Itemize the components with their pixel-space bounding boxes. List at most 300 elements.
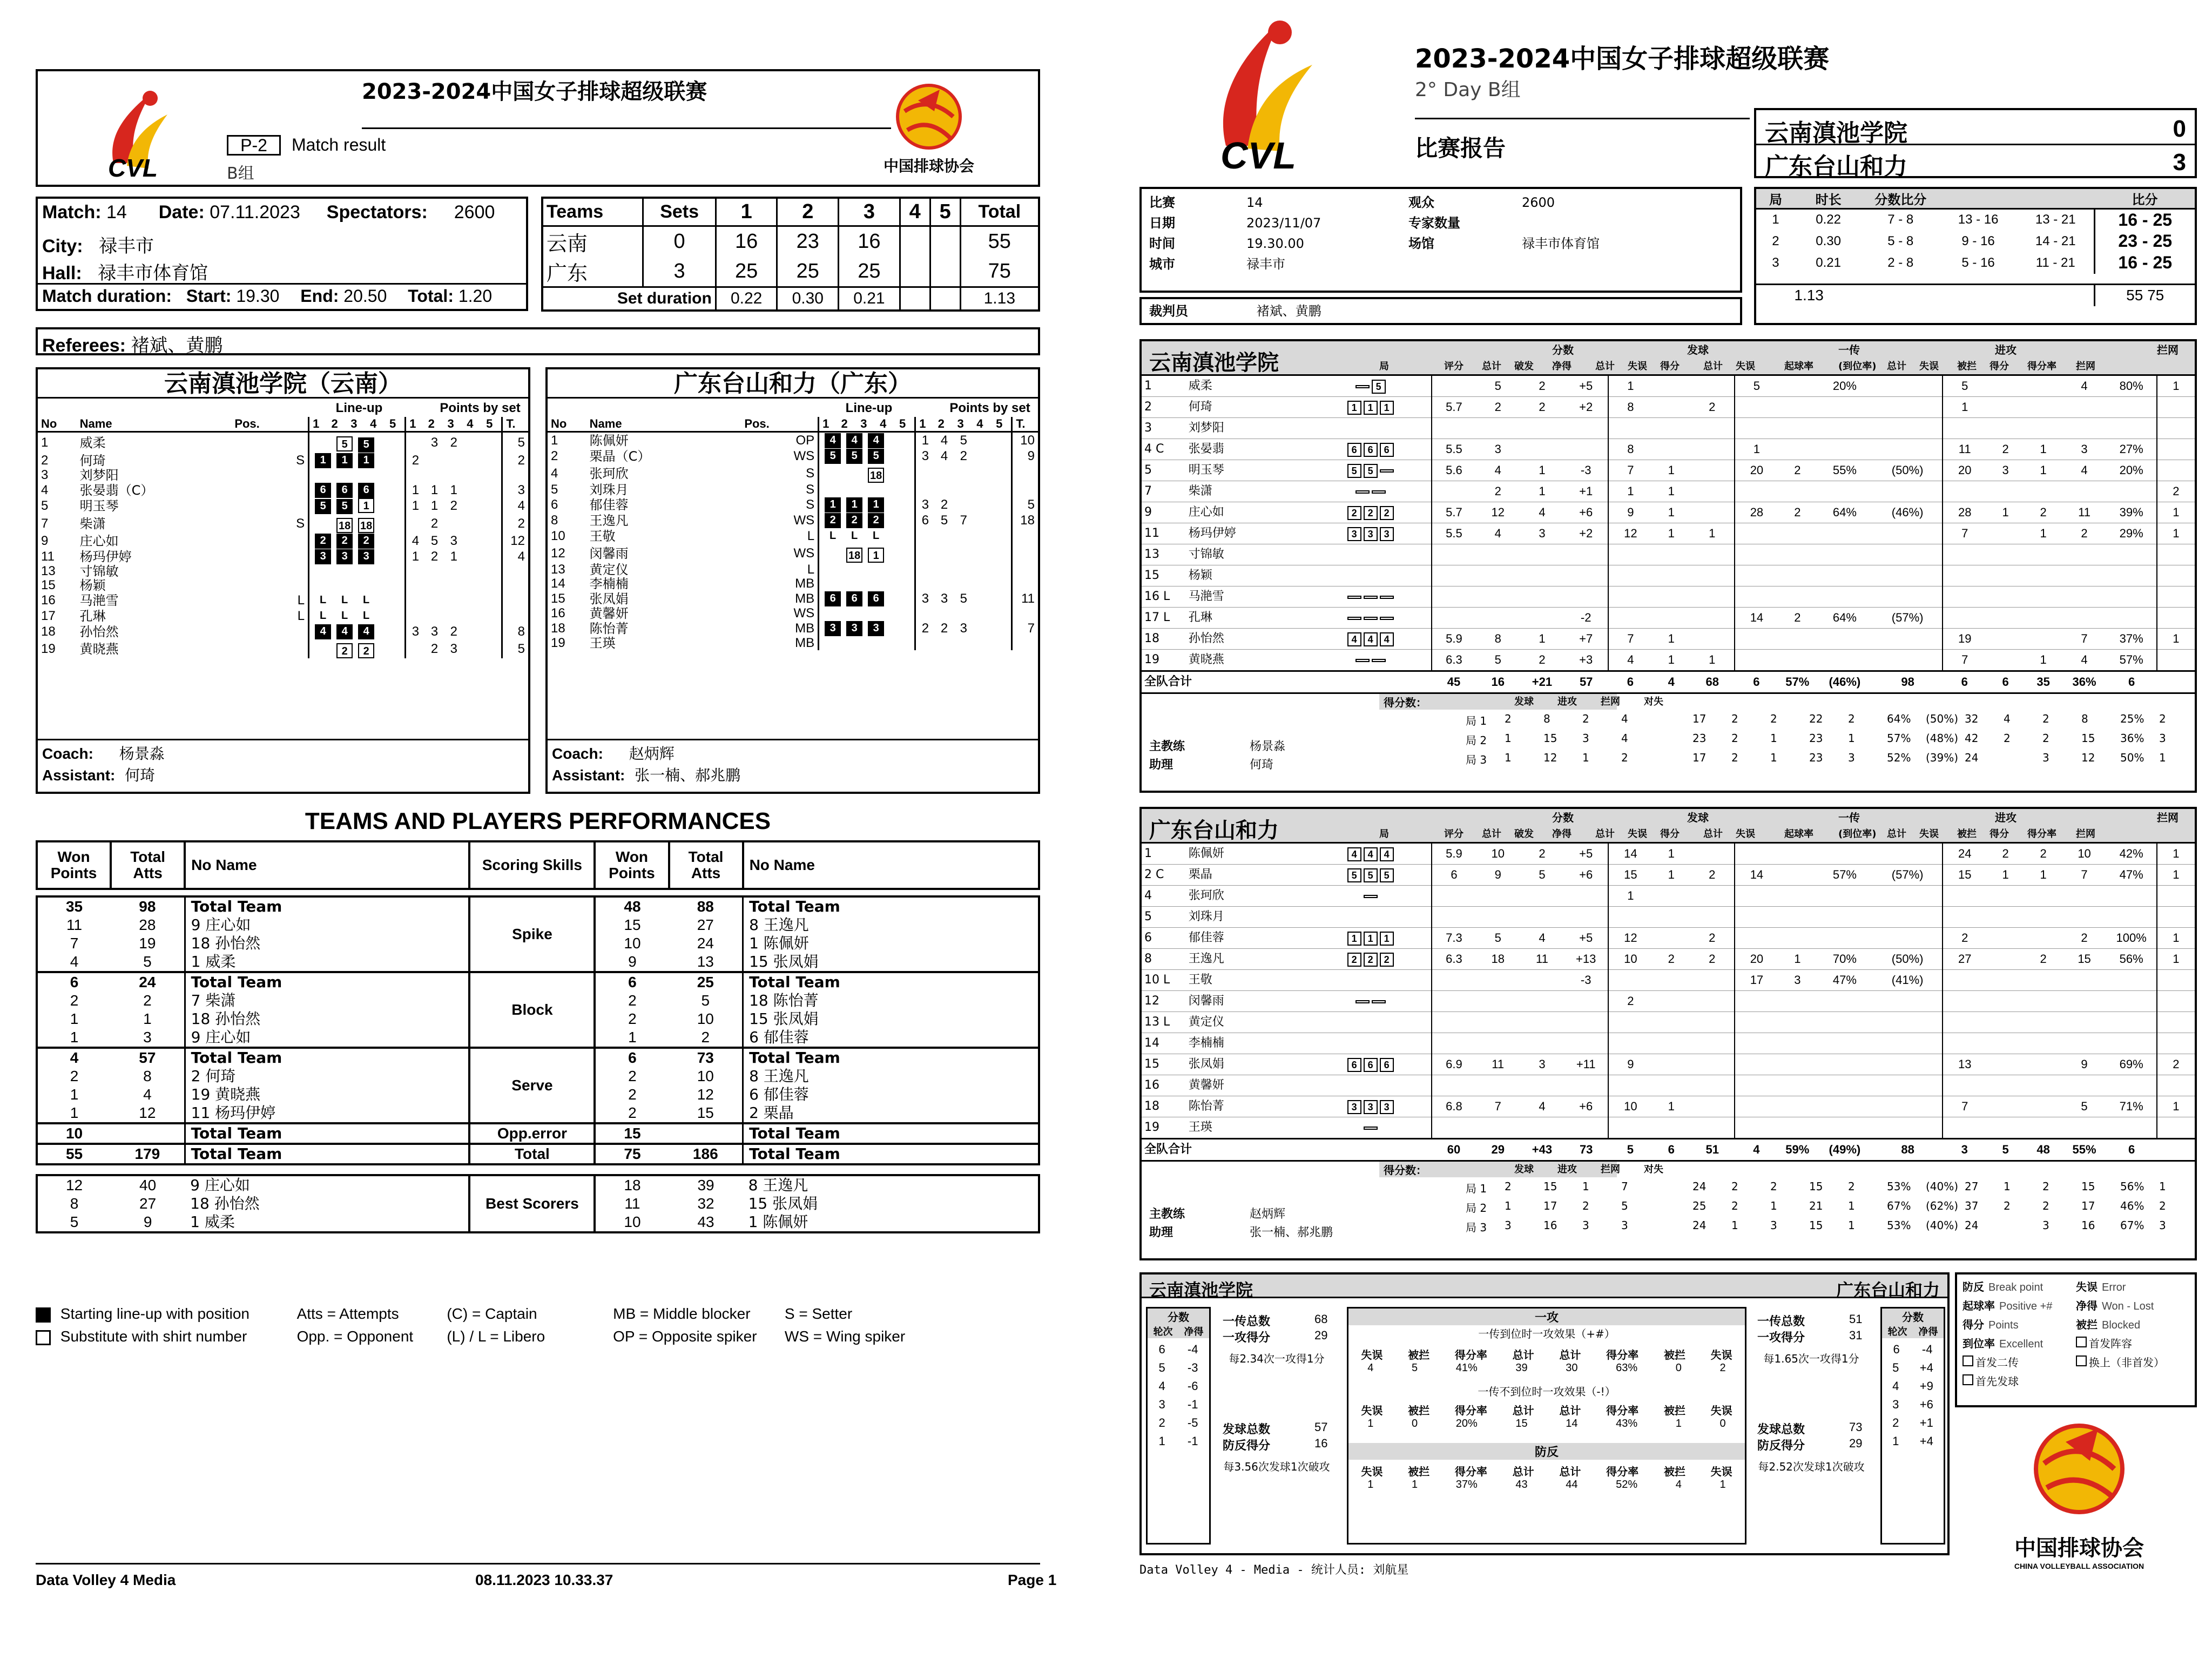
right-player-row <box>1142 397 2195 418</box>
right-stat-cell: +6 <box>1579 868 1593 881</box>
right-summary-box <box>1139 1272 1950 1555</box>
position-box: 4 <box>1347 847 1361 861</box>
lineup-box <box>846 464 862 479</box>
right-byset-cell: 局 3 <box>1466 1221 1487 1234</box>
perf-b-name: Total Team <box>743 1144 1039 1164</box>
right-stat-cell: 4 <box>1494 527 1501 540</box>
roster-col-6: 4 <box>370 417 377 430</box>
player-name: 威柔 <box>79 435 106 450</box>
right-stat-cell <box>1653 418 1690 439</box>
roster-col-1: Name <box>79 417 112 430</box>
rotation-box <box>1146 1307 1211 1545</box>
summary-mid-head: 失误 <box>1361 1465 1383 1478</box>
right-total-cell: +21 <box>1532 675 1553 689</box>
right-stat-cell <box>2025 481 2062 502</box>
right-stat-cell: 5 <box>1494 379 1501 393</box>
right-stat-cell: 12 <box>1144 994 1159 1008</box>
perf-a-name: Total Team <box>185 972 469 992</box>
right-stat-cell <box>1653 991 1690 1012</box>
right-player-row <box>1142 502 2195 523</box>
right-byset-cell: 3 <box>1848 751 1855 764</box>
right-sets-cell: 0.30 <box>1816 233 1841 248</box>
roster-a-box <box>36 367 530 794</box>
set-points <box>444 453 463 468</box>
right-byset-cell: 2 <box>1731 1199 1738 1212</box>
set-points: 4 <box>940 433 948 448</box>
right-byset-cell: 1 <box>1848 732 1855 745</box>
set-points <box>483 498 502 514</box>
lineup-box: L <box>320 610 327 622</box>
right-byset-cell: 2 <box>2159 1199 2166 1212</box>
right-stat-cell <box>1476 991 1520 1012</box>
right-sets-row <box>1756 209 2195 231</box>
set-points <box>993 544 1012 563</box>
right-stat-cell <box>2025 1054 2062 1075</box>
rotation-net: -5 <box>1187 1416 1198 1429</box>
right-stat-cell <box>1608 418 1653 439</box>
hall-value: 禄丰市体育馆 <box>98 262 208 284</box>
summary-mid-value: 41% <box>1455 1362 1478 1374</box>
right-stat-cell: 1 <box>1668 463 1675 477</box>
player-lineup <box>819 544 915 563</box>
right-col-head: 失误 <box>1628 361 1647 372</box>
cva-logo-text: 中国排球协会 <box>883 157 974 175</box>
right-byset-cell: 16 <box>1543 1219 1557 1232</box>
rotation-row <box>1148 1361 1209 1375</box>
perf-header-row <box>37 841 1039 889</box>
perf-a-name: 11 杨玛伊婷 <box>185 1104 469 1123</box>
right-title: 2023-2024中国女子排球超级联赛 <box>1415 44 1830 74</box>
right-stat-cell: 2 <box>1709 868 1716 881</box>
player-position: MB <box>741 636 818 650</box>
start-label: Start: <box>186 286 232 306</box>
right-stat-cell <box>1564 1075 1608 1096</box>
set-points <box>463 468 483 482</box>
right-stat-cell: 69% <box>2119 1057 2143 1071</box>
right-total-cell: 6 <box>2128 675 2135 689</box>
right-stat-cell: 5 <box>1943 376 1987 397</box>
right-info-label: 比赛 <box>1149 195 1175 210</box>
assistant-a-label: Assistant: <box>42 767 116 784</box>
set-points <box>993 621 1012 636</box>
summary-stat-value: 29 <box>1314 1328 1328 1342</box>
right-stat-cell: 1 <box>2157 865 2195 886</box>
right-stat-cell <box>2157 397 2195 418</box>
right-stat-cell <box>1987 886 2025 907</box>
right-stat-cell <box>2157 608 2195 629</box>
right-col-head: 总计 <box>1703 361 1723 372</box>
set-points <box>483 453 502 468</box>
roster-row <box>38 482 528 498</box>
summary-mid-head: 失误 <box>1710 1465 1732 1478</box>
right-stat-cell: 2 <box>2040 505 2047 519</box>
referees-box <box>36 327 1040 355</box>
player-lineup <box>309 608 406 624</box>
right-sets-head-cell <box>1939 189 2017 209</box>
right-stat-cell <box>2157 586 2195 608</box>
summary-stat-label: 发球总数 <box>1223 1423 1271 1437</box>
score-a-s3: 16 <box>839 226 900 257</box>
lineup-box: 3 <box>358 549 374 564</box>
right-stat-cell <box>1873 907 1942 928</box>
right-player-row <box>1142 523 2195 544</box>
right-stat-cell <box>2025 886 2062 907</box>
right-stat-cell <box>1735 565 1779 586</box>
right-stat-cell <box>1690 1096 1735 1117</box>
summary-stat-label: 一攻得分 <box>1757 1331 1805 1345</box>
roster-b-title: 广东台山和力（广东） <box>548 369 1038 399</box>
right-asst-name: 何琦 <box>1250 758 1274 772</box>
right-stat-cell: 15 <box>1608 865 1653 886</box>
set-points <box>483 514 502 533</box>
summary-mid-head: 总计 <box>1559 1404 1581 1417</box>
right-byset-cell: 7 <box>1621 1180 1628 1193</box>
right-stat-cell: 5.7 <box>1432 502 1476 523</box>
right-stat-cell <box>1943 1033 1987 1054</box>
right-stat-cell: 5.7 <box>1432 397 1476 418</box>
right-stat-cell: 栗晶 <box>1188 868 1212 881</box>
summary-stat-value: 73 <box>1849 1420 1863 1434</box>
legend-desc: Won - Lost <box>2102 1300 2154 1312</box>
right-stat-cell: 1 <box>1668 653 1675 666</box>
right-stat-cell <box>1735 907 1779 928</box>
right-byset-head: 发球 <box>1514 1164 1534 1175</box>
right-player-row <box>1142 970 2195 991</box>
right-stat-cell <box>1778 1054 1816 1075</box>
set-duration-row <box>542 287 1039 311</box>
player-lineup <box>819 636 915 650</box>
lineup-box: 2 <box>336 643 353 658</box>
legend-desc: Break point <box>1988 1282 2044 1293</box>
position-box: 2 <box>1347 953 1361 967</box>
right-stat-cell: 何琦 <box>1188 400 1212 414</box>
right-stat-cell: 3 <box>1494 442 1501 456</box>
right-stat-cell <box>1873 991 1942 1012</box>
right-stat-cell <box>2025 376 2062 397</box>
set-points <box>954 606 973 621</box>
right-stat-cell <box>1476 970 1520 991</box>
right-stat-cell: 5 <box>1144 910 1152 923</box>
summary-mid-head: 被拦 <box>1663 1404 1685 1417</box>
right-stat-cell: 4 <box>1539 931 1546 945</box>
perf-b-atts: 24 <box>697 935 714 952</box>
right-stat-cell: 27 <box>1943 949 1987 970</box>
right-stat-cell <box>1608 1033 1653 1054</box>
right-stat-cell: 6.3 <box>1432 949 1476 970</box>
summary-mid-head-row <box>1348 1402 1745 1418</box>
right-stat-cell: 17 L <box>1144 611 1170 624</box>
right-stat-cell <box>1735 1096 1779 1117</box>
rotation-head: 净得 <box>1918 1326 1938 1338</box>
perf-a-atts: 1 <box>143 1010 152 1027</box>
set-points: 4 <box>412 533 420 548</box>
right-stat-cell: 7 <box>1494 1100 1501 1113</box>
svg-text:CVL: CVL <box>108 154 158 179</box>
lineup-box: 3 <box>825 621 841 636</box>
position-box: 3 <box>1380 527 1394 541</box>
player-name: 黄馨妍 <box>589 606 629 621</box>
legend-desc: 首发阵容 <box>2089 1337 2132 1350</box>
summary-mid-sub: 一传不到位时一攻效果（-!） <box>1478 1385 1616 1398</box>
right-stat-cell: 7 <box>1608 629 1653 650</box>
right-stat-cell: 2 <box>1539 847 1546 860</box>
lineup-box: 1 <box>336 453 353 468</box>
right-stat-cell <box>1778 1033 1816 1054</box>
right-byset-cell: 53% <box>1887 1219 1911 1232</box>
right-stat-cell: 杨玛伊婷 <box>1188 527 1236 540</box>
right-stat-cell <box>1943 544 1987 565</box>
right-stat-cell <box>1735 397 1779 418</box>
right-stat-cell <box>1873 928 1942 949</box>
right-stat-cell: 3 <box>1794 973 1801 987</box>
right-stat-cell <box>1735 544 1779 565</box>
summary-mid-value: 0 <box>1675 1362 1682 1374</box>
summary-mid-value: 63% <box>1616 1362 1638 1374</box>
position-box: 5 <box>1347 464 1361 478</box>
right-stat-cell: 55% <box>1832 463 1857 477</box>
perf-b-atts: 186 <box>669 1144 743 1164</box>
right-stat-cell <box>1690 629 1735 650</box>
set-points <box>935 528 954 544</box>
total-points: 9 <box>1027 448 1035 463</box>
right-player-positions <box>1312 439 1432 460</box>
right-stat-cell <box>1653 1012 1690 1033</box>
player-number: 7 <box>41 516 49 531</box>
right-stat-cell: 1 <box>1668 868 1675 881</box>
perf-b-name: 2 栗晶 <box>743 1104 1039 1123</box>
set-duration-label: Set duration <box>542 287 716 311</box>
right-stat-cell <box>1476 608 1520 629</box>
roster-b-points-label: Points by set <box>949 401 1030 415</box>
right-stat-cell <box>1476 544 1520 565</box>
right-sets-total <box>1756 285 2195 306</box>
roster-col-4: 2 <box>331 417 338 430</box>
right-stat-cell <box>2025 565 2062 586</box>
player-lineup <box>309 578 406 592</box>
legend-desc: Points <box>1988 1319 2019 1331</box>
rotation-number: 4 <box>1158 1379 1165 1393</box>
legend-key: 被拦 <box>2076 1318 2098 1331</box>
right-stat-cell: 2 <box>1794 505 1801 519</box>
total-points: 11 <box>1021 591 1035 606</box>
right-stat-cell <box>1873 1096 1942 1117</box>
summary-mid-head: 总计 <box>1559 1465 1581 1478</box>
player-number: 19 <box>41 641 56 656</box>
right-player-row <box>1142 1054 2195 1075</box>
summary-note: 每1.65次一攻得1分 <box>1763 1352 1859 1365</box>
right-stat-cell <box>1873 376 1942 397</box>
right-byset-cell: 2 <box>1731 712 1738 725</box>
right-stat-cell: 6 <box>1432 865 1476 886</box>
roster-col-8: 1 <box>919 417 926 430</box>
player-name: 寸锦敏 <box>79 564 119 579</box>
right-stat-cell: -3 <box>1580 463 1591 477</box>
right-byset-cell: 2 <box>2159 712 2166 725</box>
summary-mid-value: 44 <box>1566 1479 1578 1491</box>
right-stat-cell <box>1816 1033 1873 1054</box>
assistant-b-name: 张一楠、郝兆鹏 <box>635 766 741 784</box>
right-player-row <box>1142 460 2195 481</box>
perf-b-won: 2 <box>595 1010 669 1028</box>
right-sets-cell: 5 - 16 <box>1961 255 1995 270</box>
perf-b-won: 6 <box>595 1048 669 1067</box>
right-stat-cell <box>1778 991 1816 1012</box>
right-stat-cell: 15 <box>1144 1057 1159 1071</box>
right-coach-name: 杨景淼 <box>1250 740 1286 753</box>
summary-mid-head: 总计 <box>1512 1348 1534 1361</box>
right-stat-cell: 17 <box>1735 970 1779 991</box>
right-byset-cell: 22 <box>1809 712 1823 725</box>
set-points: 2 <box>940 497 948 512</box>
right-info-value: 2600 <box>1522 195 1555 210</box>
right-total-cell: 5 <box>2002 1143 2009 1156</box>
player-name: 陈佩妍 <box>589 433 629 448</box>
rotation-row <box>1882 1416 1944 1430</box>
set-points <box>973 483 993 497</box>
right-stat-cell <box>1690 991 1735 1012</box>
perf-skill: Serve <box>469 1048 595 1123</box>
right-stat-cell <box>1608 608 1653 629</box>
right-stat-cell <box>1735 1117 1779 1139</box>
lineup-box: 2 <box>358 534 374 549</box>
right-coach-label: 主教练 <box>1149 740 1185 753</box>
perf-b-won: 48 <box>595 896 669 916</box>
right-sets-grid <box>1756 189 2195 306</box>
right-stat-cell: 2 <box>1144 400 1152 414</box>
right-stat-cell: 2 <box>1539 653 1546 666</box>
right-stat-cell: 7.3 <box>1432 928 1476 949</box>
right-player-row <box>1142 991 2195 1012</box>
right-player-row <box>1142 1033 2195 1054</box>
perf-b-won: 75 <box>595 1144 669 1164</box>
right-byset-cell: 50% <box>2120 751 2144 764</box>
position-box: 2 <box>1364 953 1378 967</box>
right-stat-cell: 1 <box>1794 952 1801 966</box>
right-stat-cell: 19 <box>1144 1121 1159 1134</box>
player-lineup <box>309 549 406 564</box>
score-header-row <box>542 198 1039 226</box>
right-stat-cell <box>2025 928 2062 949</box>
total-label: Total: <box>408 286 454 306</box>
perf-b-atts: 2 <box>669 1028 743 1048</box>
right-stat-cell <box>1432 970 1476 991</box>
lineup-box: 18 <box>868 468 884 483</box>
right-stat-cell <box>1987 1054 2025 1075</box>
perf-a-name: Total Team <box>185 1123 469 1144</box>
right-byset-cell: 24 <box>1965 751 1979 764</box>
right-stat-cell <box>2106 991 2156 1012</box>
position-box: 6 <box>1347 1058 1361 1072</box>
right-stat-cell: 15 <box>2078 952 2091 966</box>
right-stat-cell <box>2157 991 2195 1012</box>
right-stat-cell <box>2157 460 2195 481</box>
set-points <box>973 563 993 577</box>
player-name: 陈怡菁 <box>589 621 629 636</box>
total-points <box>502 592 528 608</box>
right-stat-cell: 庄心如 <box>1188 505 1224 519</box>
right-stat-cell <box>1873 1075 1942 1096</box>
lineup-box: 3 <box>846 621 862 636</box>
bench-dash-icon <box>1364 596 1378 599</box>
perf-b-name: 1 陈佩妍 <box>743 934 1039 953</box>
set-points <box>954 497 973 512</box>
perf-b-won: 9 <box>595 953 669 972</box>
right-stat-cell <box>2157 439 2195 460</box>
svg-text:CVL: CVL <box>1220 134 1296 173</box>
right-col-head: 评分 <box>1444 361 1464 372</box>
player-number: 1 <box>41 435 49 450</box>
right-byset-cell: 3 <box>1621 1219 1628 1232</box>
set-points <box>444 564 463 578</box>
right-byset-cell: 53% <box>1887 1180 1911 1193</box>
right-byset-cell: 2 <box>1848 712 1855 725</box>
right-stat-cell <box>2106 608 2156 629</box>
perf-a-name: 2 何琦 <box>185 1067 469 1085</box>
right-stat-cell <box>1690 481 1735 502</box>
right-team-name: 云南滇池学院 <box>1149 350 1279 375</box>
right-byset-cell: 25% <box>2120 712 2144 725</box>
right-stat-cell <box>1873 1012 1942 1033</box>
player-name: 王逸凡 <box>589 512 629 528</box>
right-total-cell: 6 <box>1627 675 1634 689</box>
right-stat-cell: 2 <box>2157 481 2195 502</box>
right-stat-cell: 6 <box>1144 931 1152 945</box>
right-stat-cell: 18 <box>1144 1100 1159 1113</box>
right-info-value: 禄丰市 <box>1246 257 1285 272</box>
right-sets-cell: 13 - 21 <box>2035 212 2076 227</box>
set-points <box>406 564 425 578</box>
position-box: 2 <box>1380 506 1394 520</box>
bench-dash-icon <box>1364 1127 1378 1130</box>
roster-row <box>548 544 1038 563</box>
right-stat-cell: -2 <box>1580 611 1591 624</box>
roster-col-7: 5 <box>386 417 406 432</box>
right-byset-head: 进攻 <box>1557 696 1577 707</box>
right-stat-cell <box>1564 907 1608 928</box>
summary-stat-label: 发球总数 <box>1757 1423 1805 1437</box>
player-position: S <box>741 483 818 497</box>
right-stat-cell: 1 <box>1144 379 1152 393</box>
right-cvl-logo <box>1183 11 1323 173</box>
total-points <box>1012 563 1038 577</box>
right-sets-cell: 11 - 21 <box>2035 255 2075 270</box>
right-byset-cell: 1 <box>1848 1219 1855 1232</box>
set-points <box>993 636 1012 650</box>
right-stat-cell: (50%) <box>1891 952 1924 966</box>
lineup-box: 1 <box>358 453 374 468</box>
right-byset-cell: 12 <box>2081 751 2095 764</box>
score-row-b <box>542 257 1039 287</box>
legend-key: 到位率 <box>1963 1337 1995 1350</box>
right-stat-cell <box>1816 844 1873 865</box>
right-player-positions <box>1312 970 1432 991</box>
right-stat-cell <box>1816 886 1873 907</box>
right-stat-cell <box>1608 907 1653 928</box>
perf-a-name: 9 庄心如 <box>185 1028 469 1048</box>
roster-a-lineup-label: Line-up <box>335 401 383 415</box>
set-points: 3 <box>921 448 929 463</box>
right-sets-cell: 2 <box>1772 233 1779 248</box>
roster-col-2: Pos. <box>231 417 308 432</box>
performance-table <box>36 840 1040 1233</box>
right-stat-cell <box>1690 544 1735 565</box>
right-stat-cell: 8 <box>1608 439 1653 460</box>
right-sets-row <box>1756 252 2195 274</box>
right-total-cell: 6 <box>2002 675 2009 689</box>
roster-col-4: 2 <box>841 417 848 430</box>
right-player-row <box>1142 439 2195 460</box>
right-byset-cell: 2 <box>2042 732 2049 745</box>
